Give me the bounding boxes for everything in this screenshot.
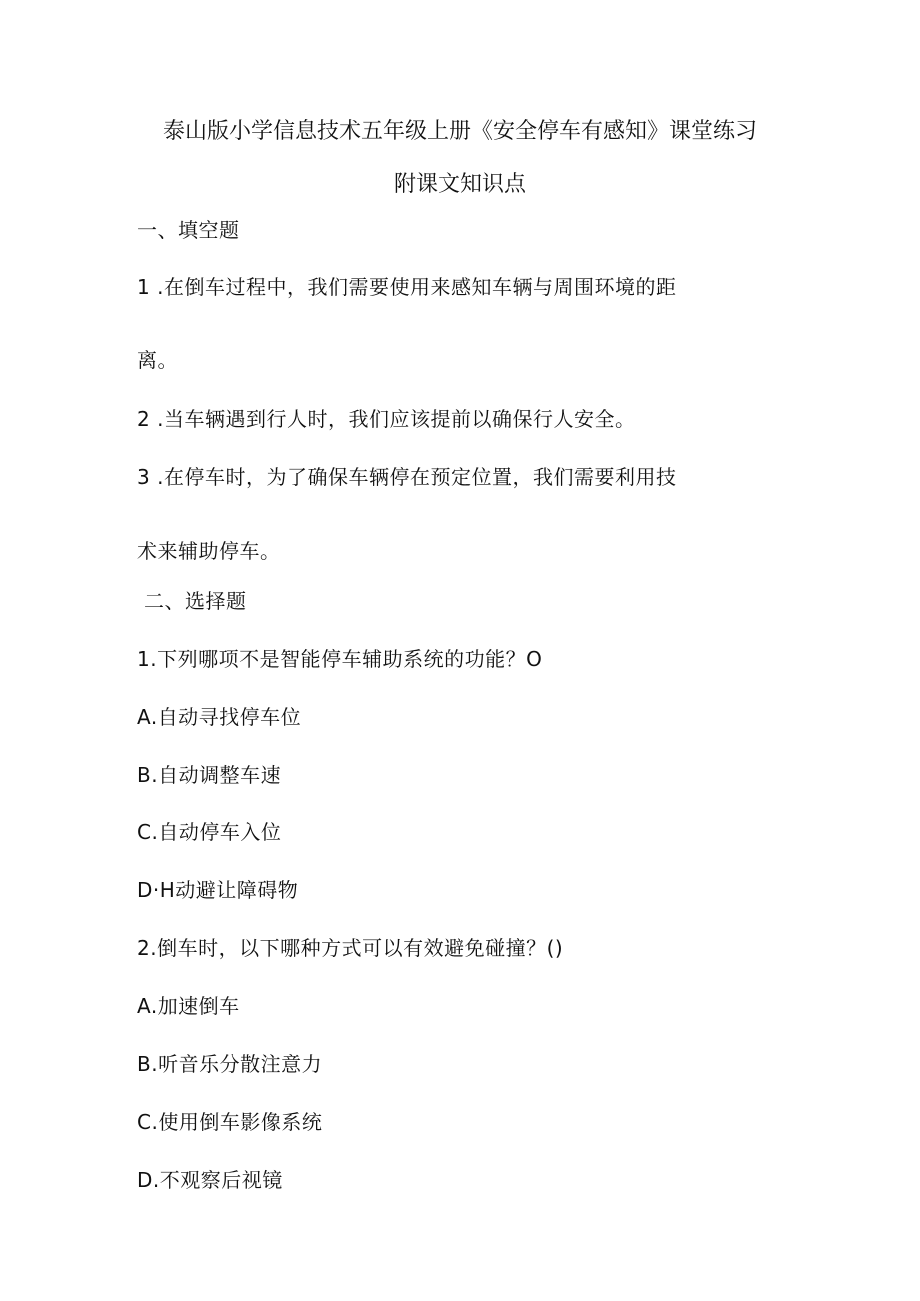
section-heading-fill-in: 一、填空题: [137, 218, 240, 242]
choice-question-2-option-c: C.使用倒车影像系统: [137, 1110, 323, 1134]
document-title-line1: 泰山版小学信息技术五年级上册《安全停车有感知》课堂练习: [162, 119, 757, 144]
choice-question-1-stem: 1.下列哪项不是智能停车辅助系统的功能？O: [137, 647, 543, 671]
document-title-line2: 附课文知识点: [393, 172, 526, 197]
section-heading-multiple-choice: 二、选择题: [144, 589, 247, 613]
fill-question-3-line2: 术来辅助停车。: [137, 539, 281, 563]
choice-question-1-option-d: D·H动避让障碍物: [137, 878, 299, 902]
choice-question-2-option-a: A.加速倒车: [137, 994, 240, 1018]
fill-question-1-line1: 1 .在倒车过程中，我们需要使用来感知车辆与周围环境的距: [137, 275, 677, 299]
choice-question-2-option-d: D.不观察后视镜: [137, 1168, 283, 1192]
choice-question-1-option-c: C.自动停车入位: [137, 820, 282, 844]
choice-question-2-option-b: B.听音乐分散注意力: [137, 1052, 323, 1076]
fill-question-2: 2 .当车辆遇到行人时，我们应该提前以确保行人安全。: [137, 407, 636, 431]
fill-question-3-line1: 3 .在停车时，为了确保车辆停在预定位置，我们需要利用技: [137, 465, 677, 489]
choice-question-2-stem: 2.倒车时，以下哪种方式可以有效避免碰撞？(): [137, 936, 564, 960]
choice-question-1-option-a: A.自动寻找停车位: [137, 705, 302, 729]
fill-question-1-line2: 离。: [137, 348, 178, 372]
choice-question-1-option-b: B.自动调整车速: [137, 763, 282, 787]
